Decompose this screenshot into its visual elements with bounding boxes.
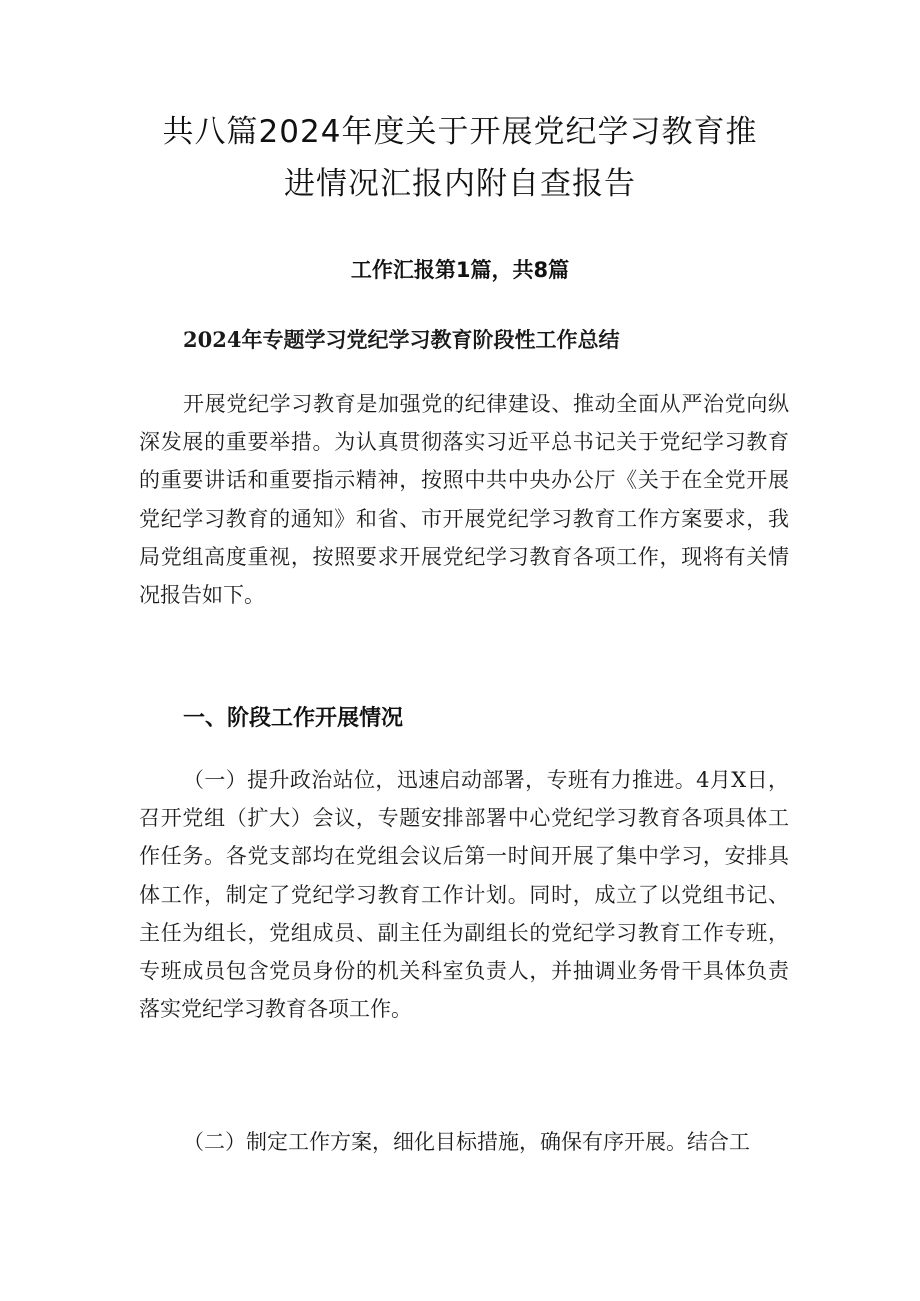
section-heading-1: 一、阶段工作开展情况 — [183, 706, 404, 731]
document-title-line-1: 共八篇2024年度关于开展党纪学习教育推 — [162, 114, 758, 150]
item-1-paragraph: （一）提升政治站位，迅速启动部署，专班有力推进。4月X日，召开党组（扩大）会议，专题安排部署中心党纪学习教育各项具体工作任务。各党支部均在党组会议后第一时间开展了集中学习，安排具体工作，制定了党纪学习教育工作计划。同时，成立了以党组书记、主任为组长，党组成员、副主任为副组长的党纪学习教育工作专班，专班成员包含党员身份的机关科室负责人，并抽调业务骨干具体负责落实党纪学习教育各项工作。 — [139, 768, 789, 1022]
document-title-line-2: 进情况汇报内附自查报告 — [284, 166, 636, 202]
intro-paragraph: 开展党纪学习教育是加强党的纪律建设、推动全面从严治党向纵深发展的重要举措。为认真贯彻落实习近平总书记关于党纪学习教育的重要讲话和重要指示精神，按照中共中央办公厅《关于在全党开展党纪学习教育的通知》和省、市开展党纪学习教育工作方案要求，我局党组高度重视，按照要求开展党纪学习教育各项工作，现将有关情况报告如下。 — [139, 392, 789, 608]
summary-heading: 2024年专题学习党纪学习教育阶段性工作总结 — [183, 327, 620, 352]
item-2-paragraph: （二）制定工作方案，细化目标措施，确保有序开展。结合工 — [183, 1130, 750, 1154]
report-subtitle: 工作汇报第1篇，共8篇 — [350, 258, 570, 282]
document-title — [100, 106, 820, 210]
